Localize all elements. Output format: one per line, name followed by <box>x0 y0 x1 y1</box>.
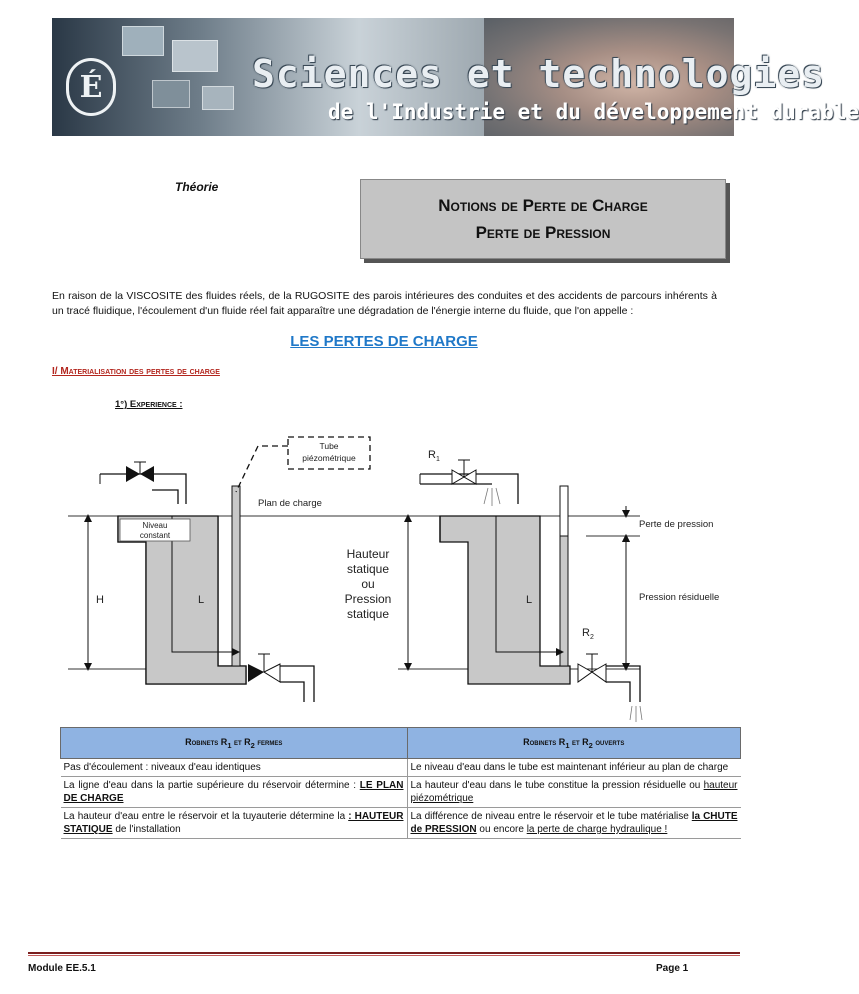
tube-label-1: Tube <box>319 441 339 451</box>
r2-label: $R_2$ <box>582 627 594 641</box>
plan-de-charge-label: Plan de charge <box>258 498 322 509</box>
table-row <box>61 759 741 777</box>
r1-valve-icon <box>452 470 464 484</box>
table-header-row <box>61 728 741 759</box>
r1-label: $R_1$ <box>428 449 440 463</box>
niveau-label-2: constant <box>139 531 171 540</box>
table-cell: Le niveau d'eau dans le tube est maintenant inférieur au plan de charge <box>407 759 741 777</box>
table-cell: Pas d'écoulement : niveaux d'eau identiques <box>61 759 408 777</box>
header-banner <box>52 18 859 136</box>
doc-title-line2: Perte de Pression <box>475 223 611 242</box>
hauteur-line-2: statique <box>346 562 390 576</box>
intro-paragraph: En raison de la VISCOSITE des fluides réels, de la RUGOSITE des parois intérieures des conduites et des accidents de parcours inhérents à un tracé fluidique, l'écoulement d'un fluide réel fait apparaître une dégradation de l'énergie interne du fluide, que l'on appelle : <box>52 290 717 317</box>
l-right-label: L <box>526 594 533 606</box>
h-label: H <box>96 594 104 606</box>
tube-label-2: piézométrique <box>302 453 356 463</box>
pressure-loss-diagram <box>0 420 768 725</box>
footer-divider <box>28 955 740 956</box>
r2-valve-icon <box>578 664 592 682</box>
banner-subtitle: de l'Industrie et du développement durable <box>328 100 859 124</box>
table-header-closed: Robinets $R_1$ et $R_2$ fermes <box>61 728 408 759</box>
table-row <box>61 808 741 839</box>
subsection-heading: 1°) Experience : <box>115 399 183 410</box>
hauteur-line-5: statique <box>346 607 390 621</box>
hauteur-line-4: Pression <box>344 592 392 606</box>
inlet-valve-icon <box>126 466 140 482</box>
table-header-open: Robinets $R_1$ et $R_2$ ouverts <box>407 728 741 759</box>
perte-de-pression-label: Perte de pression <box>639 519 714 530</box>
main-heading: LES PERTES DE CHARGE <box>290 333 478 350</box>
right-setup <box>398 449 719 722</box>
banner-photo <box>202 86 234 110</box>
school-logo: É <box>66 58 116 116</box>
hauteur-line-3: ou <box>361 577 375 591</box>
doc-title-box <box>360 179 726 259</box>
table-cell: La différence de niveau entre le réservoir et le tube matérialise la CHUTE de PRESSION ou encore la perte de charge hydraulique ! <box>407 808 741 839</box>
outlet-valve-icon <box>248 664 264 682</box>
banner-title: Sciences et technologies <box>252 52 826 96</box>
hauteur-line-1: Hauteur <box>346 547 390 561</box>
footer-module: Module EE.5.1 <box>28 963 96 974</box>
table-cell: La hauteur d'eau entre le réservoir et la tuyauterie détermine la : HAUTEUR STATIQUE de l'installation <box>61 808 408 839</box>
banner-photo <box>122 26 164 56</box>
footer-divider <box>28 952 740 954</box>
l-left-label: L <box>198 594 205 606</box>
niveau-label-1: Niveau <box>142 521 168 530</box>
doc-category: Théorie <box>175 180 219 194</box>
banner-photo <box>172 40 218 72</box>
table-row <box>61 777 741 808</box>
table-cell: La ligne d'eau dans la partie supérieure du réservoir détermine : LE PLAN DE CHARGE <box>61 777 408 808</box>
results-table <box>60 727 741 839</box>
banner-photo <box>152 80 190 108</box>
hauteur-statique-label <box>345 547 392 621</box>
section-heading: I/ Materialisation des pertes de charge <box>52 366 220 377</box>
pression-residuelle-label: Pression résiduelle <box>639 592 720 603</box>
doc-title-line1: Notions de Perte de Charge <box>438 196 648 215</box>
table-cell: La hauteur d'eau dans le tube constitue la pression résiduelle ou hauteur piézométrique <box>407 777 741 808</box>
footer-page-number: Page 1 <box>656 963 689 974</box>
